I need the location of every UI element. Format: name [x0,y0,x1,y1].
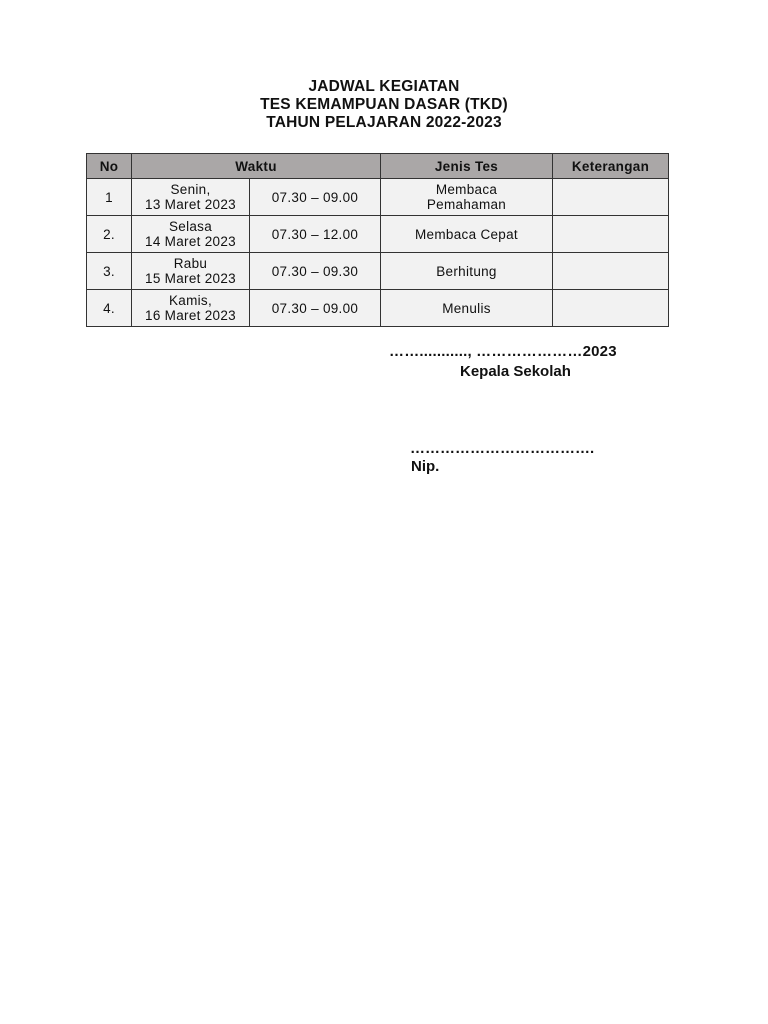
cell-date-text: 13 Maret 2023 [145,197,236,212]
title-line-2: TES KEMAMPUAN DASAR (TKD) [260,96,508,113]
cell-day: Rabu [173,256,208,271]
place-date-line: ……..........., …………………2023 [389,343,617,360]
title-line-3: TAHUN PELAJARAN 2022-2023 [266,114,502,131]
table-row [87,216,669,253]
cell-date-text: 16 Maret 2023 [145,308,236,323]
cell-note [553,216,669,253]
cell-date-text: 15 Maret 2023 [145,271,236,286]
cell-test: Membaca Cepat [381,216,553,253]
signatory-name-line: ………………………………. [410,440,595,457]
cell-no: 1 [87,179,132,216]
cell-date [132,179,250,216]
header-no: No [87,154,132,179]
cell-test: Berhitung [381,253,553,290]
cell-test: Menulis [381,290,553,327]
schedule-table [86,153,669,327]
cell-no: 2. [87,216,132,253]
header-waktu: Waktu [132,154,381,179]
cell-test [381,179,553,216]
cell-day: Senin, [170,182,211,197]
document-title [0,78,768,132]
cell-time: 07.30 – 09.30 [250,253,381,290]
table-header-row [87,154,669,179]
cell-test-line-2: Pemahaman [426,197,507,212]
cell-day: Selasa [168,219,213,234]
table-row [87,179,669,216]
cell-day: Kamis, [168,293,213,308]
cell-date [132,216,250,253]
cell-time: 07.30 – 09.00 [250,179,381,216]
nip-label: Nip. [411,458,440,475]
cell-note [553,253,669,290]
table-row [87,253,669,290]
cell-date [132,253,250,290]
cell-note [553,290,669,327]
header-jenis-tes: Jenis Tes [381,154,553,179]
cell-time: 07.30 – 12.00 [250,216,381,253]
cell-time: 07.30 – 09.00 [250,290,381,327]
title-line-1: JADWAL KEGIATAN [308,78,460,95]
cell-no: 3. [87,253,132,290]
cell-no: 4. [87,290,132,327]
cell-note [553,179,669,216]
header-keterangan: Keterangan [553,154,669,179]
cell-date-text: 14 Maret 2023 [145,234,236,249]
table-row [87,290,669,327]
headmaster-title: Kepala Sekolah [460,363,571,380]
cell-test-line-1: Membaca [435,182,498,197]
cell-date [132,290,250,327]
